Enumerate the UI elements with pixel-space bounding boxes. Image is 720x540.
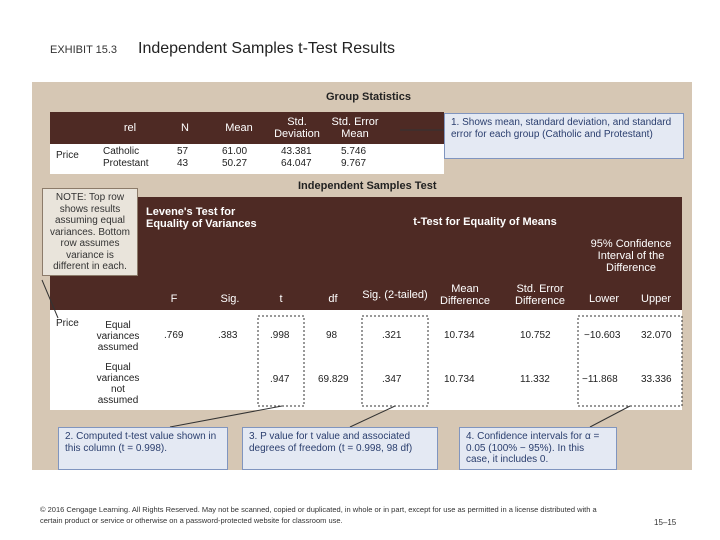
it-t: .947 bbox=[270, 374, 290, 385]
page-number: 15–15 bbox=[654, 518, 677, 527]
exhibit-label: EXHIBIT 15.3 bbox=[50, 44, 118, 56]
note-4: 4. Confidence intervals for α = 0.05 (100% − 95%). In this case, it includes 0. bbox=[459, 427, 617, 470]
it-upper: 32.070 bbox=[641, 330, 672, 341]
col-t: t bbox=[279, 292, 283, 305]
it-df: 98 bbox=[326, 330, 338, 341]
it-row-label: Equal variances not assumed bbox=[96, 362, 140, 406]
col-sig2: Sig. (2-tailed) bbox=[362, 288, 428, 301]
col-lower: Lower bbox=[589, 292, 619, 305]
gs-se: 5.746 bbox=[341, 146, 367, 157]
it-sig2: .347 bbox=[382, 374, 402, 385]
connector-note3 bbox=[350, 406, 395, 427]
gs-se: 9.767 bbox=[341, 158, 367, 169]
gs-header-se: Std. Error Mean bbox=[331, 115, 379, 140]
it-sed: 10.752 bbox=[520, 330, 551, 341]
sig2-column-highlight bbox=[362, 316, 428, 406]
gs-mean: 50.27 bbox=[222, 158, 248, 169]
connector-note2 bbox=[170, 406, 282, 427]
gs-var: Price bbox=[56, 150, 79, 161]
it-f: .769 bbox=[164, 330, 184, 341]
it-lower: −10.603 bbox=[584, 330, 621, 341]
gs-header-rel: rel bbox=[123, 121, 137, 134]
note-3: 3. P value for t value and associated degrees of freedom (t = 0.998, 98 df) bbox=[242, 427, 438, 470]
connector-note4 bbox=[590, 406, 630, 427]
it-upper: 33.336 bbox=[641, 374, 672, 385]
levene-header: Levene's Test for Equality of Variances bbox=[146, 205, 257, 230]
col-df: df bbox=[328, 292, 338, 305]
it-md: 10.734 bbox=[444, 330, 475, 341]
exhibit-title: Independent Samples t-Test Results bbox=[138, 40, 396, 57]
ci-header: 95% Confidence Interval of the Difference bbox=[590, 237, 672, 275]
note-1: 1. Shows mean, standard deviation, and standard error for each group (Catholic and Protestant) bbox=[444, 113, 684, 159]
copyright-footer: © 2016 Cengage Learning. All Rights Reserved. May not be scanned, copied or duplicated, in whole or in part, except for use as permitted in a license distributed with a certain product or service or otherwise on a password-protected website for classroom use. bbox=[40, 505, 597, 525]
it-sed: 11.332 bbox=[520, 374, 550, 385]
gs-header-mean: Mean bbox=[225, 121, 253, 134]
col-f: F bbox=[170, 292, 178, 305]
it-md: 10.734 bbox=[444, 374, 475, 385]
it-sig2: .321 bbox=[382, 330, 402, 341]
gs-sd: 64.047 bbox=[281, 158, 312, 169]
it-df: 69.829 bbox=[318, 374, 349, 385]
gs-sd: 43.381 bbox=[281, 146, 312, 157]
it-t: .998 bbox=[270, 330, 290, 341]
t-column-highlight bbox=[258, 316, 304, 406]
note-2: 2. Computed t-test value shown in this column (t = 0.998). bbox=[58, 427, 228, 470]
gs-group: Catholic bbox=[103, 146, 140, 157]
independent-test-title: Independent Samples Test bbox=[298, 180, 437, 192]
col-md: Mean Difference bbox=[440, 282, 490, 307]
col-sig: Sig. bbox=[220, 292, 240, 305]
ci-column-highlight bbox=[578, 316, 682, 406]
col-sed: Std. Error Difference bbox=[515, 282, 565, 307]
group-stats-title: Group Statistics bbox=[326, 91, 411, 103]
gs-header-sd: Std. Deviation bbox=[274, 115, 320, 140]
it-row-label: Equal variances assumed bbox=[96, 319, 140, 353]
it-var: Price bbox=[56, 318, 79, 329]
it-sig: .383 bbox=[218, 330, 238, 341]
gs-group: Protestant bbox=[103, 158, 149, 169]
connector-note-top bbox=[42, 280, 58, 318]
gs-header-n: N bbox=[181, 121, 189, 134]
gs-n: 43 bbox=[177, 158, 189, 169]
col-upper: Upper bbox=[641, 292, 671, 305]
it-lower: −11.868 bbox=[582, 374, 618, 385]
ttest-header: t-Test for Equality of Means bbox=[413, 215, 557, 228]
gs-n: 57 bbox=[177, 146, 189, 157]
note-top-row: NOTE: Top row shows results assuming equal variances. Bottom row assumes variance is different in each. bbox=[42, 188, 138, 276]
gs-mean: 61.00 bbox=[222, 146, 248, 157]
